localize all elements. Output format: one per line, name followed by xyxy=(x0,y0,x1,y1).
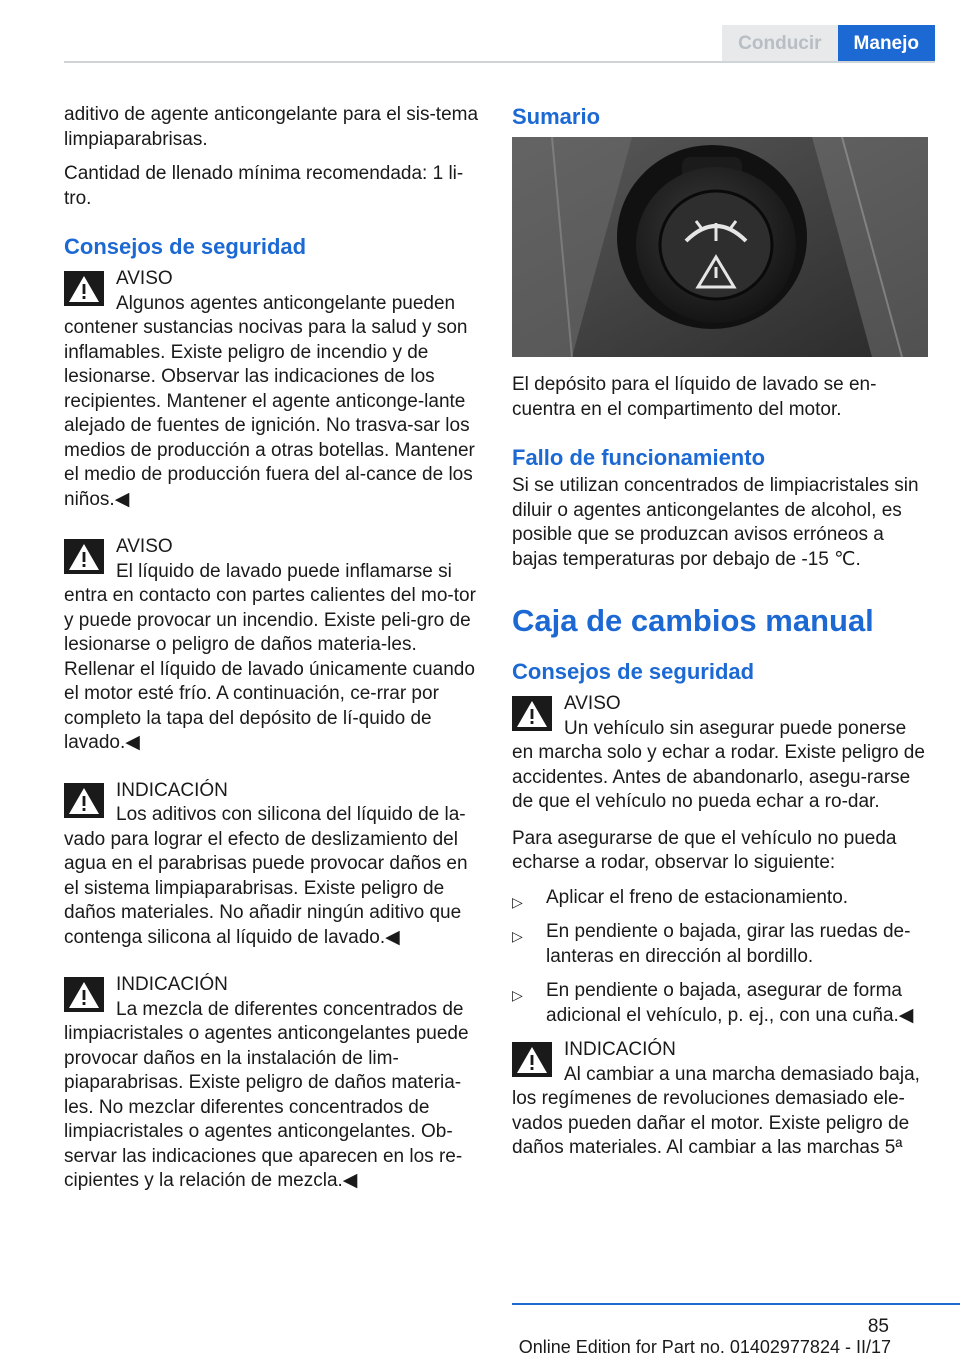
warning-text: Un vehículo sin asegurar puede ponerse en marcha solo y echar a rodar. Existe peligro de accidentes. Antes de abandonarlo, asegu‐rarse de que el vehículo no pueda echar a ro‐dar. xyxy=(512,717,925,812)
notice-text: Los aditivos con silicona del líquido de la‐vado para lograr el efecto de deslizamiento del agua en el parabrisas puede provocar daños en el sistema limpiaparabrisas. Existe peligro de daños materiales. No añadir ningún aditivo que contenga silicona al líquido de lavado.◀ xyxy=(64,804,468,948)
warning-icon xyxy=(512,696,552,731)
notice-block xyxy=(64,779,480,951)
bullet-triangle-icon: ▷ xyxy=(512,928,523,944)
warning-icon xyxy=(64,271,104,306)
bullet-triangle-icon: ▷ xyxy=(512,893,523,910)
chapter-tabs xyxy=(722,25,935,62)
heading-consejos-seguridad: Consejos de seguridad xyxy=(64,234,307,259)
notice-text: Al cambiar a una marcha demasiado baja, los regímenes de revoluciones demasiado ele‐vados pueden dañar el motor. Existe peligro de daños materiales. Al cambiar a las marchas 5ª xyxy=(512,1063,920,1158)
tab-manejo[interactable]: Manejo xyxy=(838,25,935,62)
notice-text: La mezcla de diferentes concentrados de limpiacristales o agentes anticongelantes puede provocar daños en la instalación de lim‐piaparabrisas. Existe peligro de daños materia‐les. No mezclar diferentes concentrados de limpiacristales o agentes anticongelantes. Ob‐servar las indicaciones que aparecen en los re‐cipientes y la relación de mezcla.◀ xyxy=(64,998,469,1191)
footer-divider xyxy=(512,1303,960,1305)
heading-caja-cambios-manual: Caja de cambios manual xyxy=(512,603,874,638)
warning-block xyxy=(64,535,480,756)
notice-title: INDICACIÓN xyxy=(116,779,228,801)
notice-block xyxy=(512,1038,928,1161)
heading-consejos-seguridad-2: Consejos de seguridad xyxy=(512,659,755,684)
figure-caption: El depósito para el líquido de lavado se en‐cuentra en el compartimento del motor. xyxy=(512,374,877,420)
notice-block xyxy=(64,973,480,1194)
page-number: 85 xyxy=(867,1316,889,1337)
warning-title: AVISO xyxy=(564,693,621,714)
paragraph-asegurar: Para asegurarse de que el vehículo no pueda echarse a rodar, observar lo siguiente: xyxy=(512,827,897,873)
warning-block xyxy=(512,692,928,815)
steps-list xyxy=(512,886,928,1029)
warning-icon xyxy=(64,977,104,1012)
list-item xyxy=(512,920,928,969)
reservoir-cap-illustration xyxy=(512,137,928,357)
warning-block xyxy=(64,267,480,512)
notice-title: INDICACIÓN xyxy=(116,974,228,995)
list-item xyxy=(512,979,928,1028)
warning-title: AVISO xyxy=(116,536,173,557)
warning-text: El líquido de lavado puede inflamarse si entra en contacto con partes calientes del mo‐tor y puede provocar un incendio. Existe peli‐gro de lesionarse o peligro de daños materia‐les. Rellenar el líquido de lavado únicamente cuando el motor esté frío. A continuación, ce‐rrar por completo la tapa del depósito de lí‐quido de lavado.◀ xyxy=(64,560,476,753)
header-divider xyxy=(64,61,935,63)
notice-title: INDICACIÓN xyxy=(564,1039,676,1060)
heading-fallo-funcionamiento: Fallo de funcionamiento xyxy=(512,445,766,470)
tab-conducir[interactable]: Conducir xyxy=(722,25,837,62)
warning-icon xyxy=(64,539,104,574)
paragraph-aditivo: aditivo de agente anticongelante para el sis‐tema limpiaparabrisas. xyxy=(64,104,479,150)
washer-fluid-reservoir-photo xyxy=(512,137,928,357)
warning-title: AVISO xyxy=(116,268,173,289)
list-item-text: Aplicar el freno de estacionamiento. xyxy=(546,886,849,908)
paragraph-fallo: Si se utilizan concentrados de limpiacristales sin diluir o agentes anticongelantes de alcohol, es posible que se produzcan avisos erróneos a bajas temperaturas por debajo de -15 ℃. xyxy=(512,475,919,570)
warning-icon xyxy=(64,783,104,818)
list-item-text: En pendiente o bajada, asegurar de forma adicional el vehículo, p. ej., con una cuña.◀ xyxy=(546,980,914,1026)
list-item-text: En pendiente o bajada, girar las ruedas de‐lanteras en dirección al bordillo. xyxy=(546,921,911,967)
warning-text: Algunos agentes anticongelante pueden contener sustancias nocivas para la salud y son inflamables. Existe peligro de incendio y de lesionarse. Observar las indicaciones de los recipientes. Mantener el agente anticonge‐lante alejado de fuentes de ignición. No trasva‐sar los medios de producción a otras botellas. Mantener el medio de producción fuera del al‐cance de los niños.◀ xyxy=(64,292,475,510)
warning-icon xyxy=(512,1042,552,1077)
edition-footer: Online Edition for Part no. 01402977824 - II/17 xyxy=(518,1337,891,1357)
heading-sumario: Sumario xyxy=(512,104,601,129)
bullet-triangle-icon: ▷ xyxy=(512,987,523,1003)
paragraph-cantidad: Cantidad de llenado mínima recomendada: 1 li‐tro. xyxy=(64,163,464,209)
right-column xyxy=(512,103,928,1184)
left-column xyxy=(64,103,480,1217)
list-item xyxy=(512,886,928,911)
